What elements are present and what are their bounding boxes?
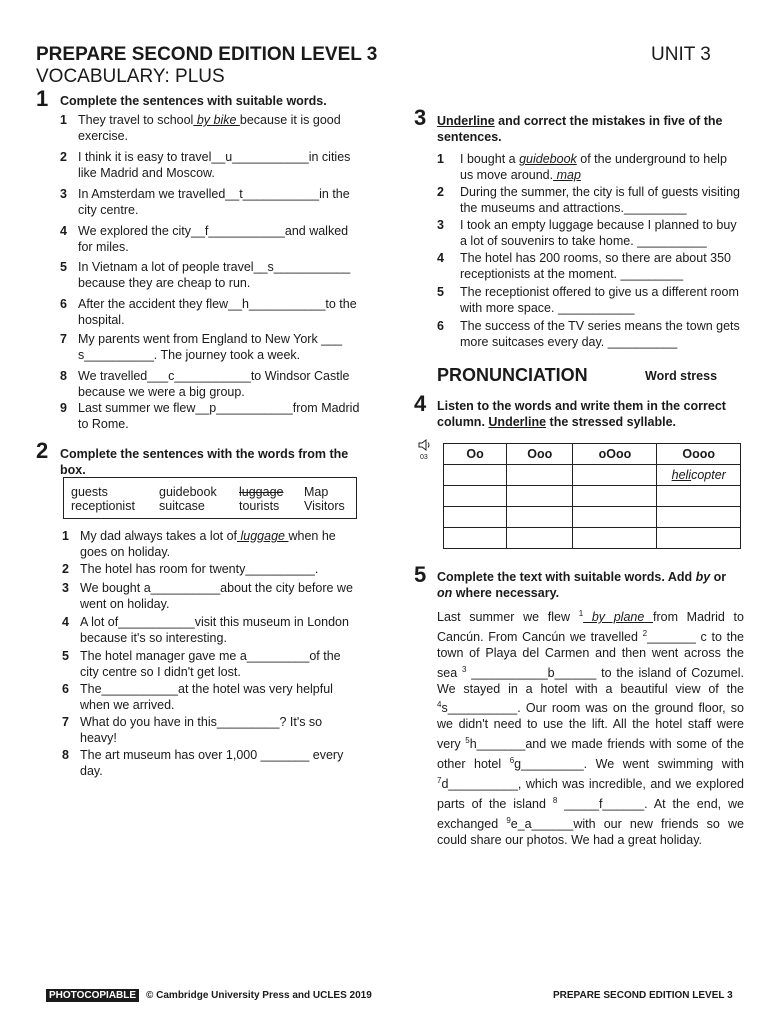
column-header: Oooo: [657, 444, 741, 465]
section-heading: PRONUNCIATION: [437, 365, 588, 385]
photocopiable-badge: PHOTOCOPIABLE: [46, 989, 139, 1002]
list-item: 2 The hotel has room for twenty__________.: [62, 562, 319, 576]
table-cell[interactable]: [657, 528, 741, 549]
table-cell[interactable]: [507, 528, 573, 549]
table-cell[interactable]: [573, 507, 657, 528]
box-word: guests: [71, 485, 108, 499]
list-item: 2 I think it is easy to travel__u___________in cities like Madrid and Moscow.: [60, 150, 351, 180]
box-word: suitcase: [159, 499, 205, 513]
table-cell[interactable]: [573, 486, 657, 507]
list-item: 6 After the accident they flew__h___________to the hospital.: [60, 297, 357, 327]
exercise-3-instruction: Underline and correct the mistakes in five of the sentences.: [437, 114, 723, 144]
list-item: 3 In Amsterdam we travelled__t___________in the city centre.: [60, 187, 350, 217]
exercise-4-instruction: Listen to the words and write them in the correct column. Underline the stressed syllable.: [437, 399, 726, 429]
table-cell[interactable]: [657, 486, 741, 507]
exercise-2-instruction: Complete the sentences with the words from the box.: [60, 447, 349, 477]
table-cell[interactable]: [444, 528, 507, 549]
list-item: 5 The hotel manager gave me a_________of the city centre so I didn't get lost.: [62, 649, 341, 679]
exercise-4-number: 4: [414, 391, 427, 416]
gap-fill-text: Last summer we flew $^1$ by plane from Madrid to Cancún. From Cancún we travelled $^2$_______ c to the town of Playa del Carmen and then went across the sea $^3$ ___________b______ to the island of Cozumel. We stayed in a hotel with a beautiful view of the $^4$s__________. Our room was on the ground floor, so we didn't need to use the lift. All the hotel staff were very $^5$h_______and we made friends with some of the other hotel $^6$g_________. We went swimming with $^7$d__________, which was incredible, and we explored parts of the island $^8$ _____f______. At the end, we exchanged $^9$e_a______with our new friends so we could share our photos. We had a great holiday.: [437, 609, 745, 847]
table-cell[interactable]: [444, 465, 507, 486]
box-word: guidebook: [159, 485, 217, 499]
list-item: 1 They travel to school by bike because it is good exercise.: [60, 113, 341, 143]
box-word: receptionist: [71, 499, 135, 513]
table-cell[interactable]: [573, 465, 657, 486]
word-box: [63, 477, 357, 519]
exercise-3-number: 3: [414, 105, 427, 130]
exercise-5-number: 5: [414, 562, 427, 587]
list-item: 4 A lot of___________visit this museum in London because it's so interesting.: [62, 615, 349, 645]
list-item: 6 The success of the TV series means the town gets more suitcases every day. __________: [437, 319, 740, 349]
page-title: PREPARE SECOND EDITION LEVEL 3: [36, 44, 378, 65]
list-item: 3 We bought a__________about the city before we went on holiday.: [62, 581, 353, 611]
table-cell[interactable]: [444, 486, 507, 507]
audio-track-number: 03: [420, 454, 428, 461]
list-item: 9 Last summer we flew__p___________from Madrid to Rome.: [60, 401, 360, 431]
column-header: Oo: [444, 444, 507, 465]
list-item: 4 The hotel has 200 rooms, so there are about 350 receptionists at the moment. _________: [437, 251, 732, 281]
table-cell[interactable]: [507, 465, 573, 486]
table-cell-example: helicopter: [657, 465, 741, 486]
list-item: 1 My dad always takes a lot of luggage when he goes on holiday.: [62, 529, 336, 559]
box-word-crossed: luggage: [239, 485, 284, 499]
box-word: tourists: [239, 499, 280, 513]
section-subheading: Word stress: [645, 369, 718, 383]
table-cell[interactable]: [444, 507, 507, 528]
table-cell[interactable]: [573, 528, 657, 549]
exercise-2-number: 2: [36, 438, 49, 463]
list-item: 5 The receptionist offered to give us a different room with more space. ___________: [437, 285, 739, 315]
unit-label: UNIT 3: [651, 44, 711, 65]
list-item: 2 During the summer, the city is full of guests visiting the museums and attractions._________: [437, 185, 740, 215]
list-item: 7 My parents went from England to New York ___ s__________. The journey took a week.: [60, 332, 343, 362]
list-item: 8 The art museum has over 1,000 _______ every day.: [62, 748, 344, 778]
box-word: Map: [304, 485, 329, 499]
footer-title: PREPARE SECOND EDITION LEVEL 3: [553, 990, 733, 1001]
table-cell[interactable]: [507, 507, 573, 528]
list-item: 6 The___________at the hotel was very helpful when we arrived.: [62, 682, 333, 712]
column-header: oOoo: [573, 444, 657, 465]
table-cell[interactable]: [657, 507, 741, 528]
page-subtitle: VOCABULARY: PLUS: [36, 66, 225, 87]
column-header: Ooo: [507, 444, 573, 465]
exercise-1-instruction: Complete the sentences with suitable words.: [60, 94, 327, 108]
list-item: 5 In Vietnam a lot of people travel__s___________ because they are cheap to run.: [60, 260, 351, 290]
list-item: 8 We travelled___c___________to Windsor Castle because we were a big group.: [60, 369, 350, 399]
exercise-5-instruction: Complete the text with suitable words. Add by or on where necessary.: [437, 570, 727, 600]
list-item: 4 We explored the city__f___________and walked for miles.: [60, 224, 349, 254]
box-word: Visitors: [304, 499, 345, 513]
stress-table: [443, 443, 741, 549]
exercise-1-number: 1: [36, 86, 49, 111]
table-cell[interactable]: [507, 486, 573, 507]
list-item: 7 What do you have in this_________? It's so heavy!: [62, 715, 323, 745]
list-item: 1 I bought a guidebook of the underground to help us move around. map: [437, 152, 727, 182]
copyright-text: © Cambridge University Press and UCLES 2019: [146, 990, 372, 1001]
list-item: 3 I took an empty luggage because I planned to buy a lot of souvenirs to take home. __________: [437, 218, 737, 248]
